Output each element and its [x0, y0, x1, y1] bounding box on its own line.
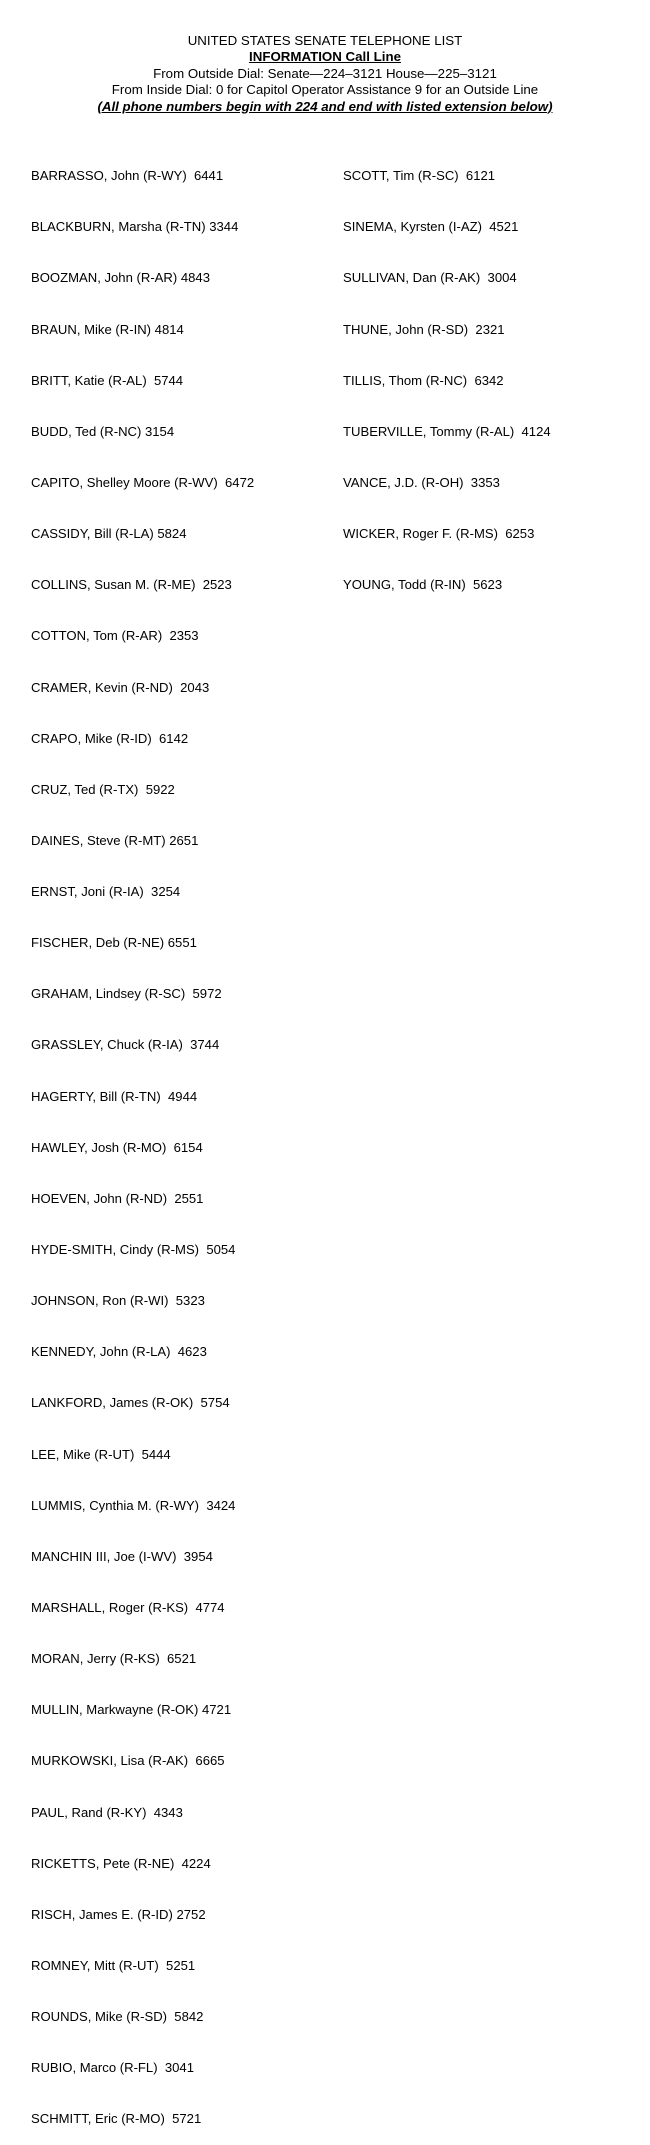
- senator-entry: GRAHAM, Lindsey (R-SC) 5972: [31, 986, 222, 1002]
- senator-entry: TILLIS, Thom (R-NC) 6342: [343, 372, 504, 388]
- senator-entry: LEE, Mike (R-UT) 5444: [31, 1446, 171, 1462]
- senator-entry: BUDD, Ted (R-NC) 3154: [31, 423, 175, 439]
- page-header: [0, 33, 650, 115]
- senator-entry: DAINES, Steve (R-MT) 2651: [31, 832, 199, 848]
- senator-entry: JOHNSON, Ron (R-WI) 5323: [31, 1293, 205, 1309]
- senator-entry: CRAPO, Mike (R-ID) 6142: [31, 730, 189, 746]
- senator-entry: ROUNDS, Mike (R-SD) 5842: [31, 2009, 204, 2025]
- senator-entry: BLACKBURN, Marsha (R-TN) 3344: [31, 219, 239, 235]
- senator-entry: YOUNG, Todd (R-IN) 5623: [343, 577, 503, 593]
- senator-entry: KENNEDY, John (R-LA) 4623: [31, 1344, 207, 1360]
- senator-list-left-column: [31, 133, 254, 2145]
- senator-entry: GRASSLEY, Chuck (R-IA) 3744: [31, 1037, 220, 1053]
- senator-entry: THUNE, John (R-SD) 2321: [343, 321, 505, 337]
- senator-entry: HOEVEN, John (R-ND) 2551: [31, 1190, 204, 1206]
- senator-entry: BRAUN, Mike (R-IN) 4814: [31, 321, 184, 337]
- senator-entry: RUBIO, Marco (R-FL) 3041: [31, 2060, 194, 2076]
- senator-entry: MURKOWSKI, Lisa (R-AK) 6665: [31, 1753, 225, 1769]
- senator-entry: BARRASSO, John (R-WY) 6441: [31, 168, 224, 184]
- phone-number-note: (All phone numbers begin with 224 and end with listed extension below): [97, 98, 553, 114]
- senator-entry: HYDE-SMITH, Cindy (R-MS) 5054: [31, 1242, 236, 1258]
- senator-entry: MULLIN, Markwayne (R-OK) 4721: [31, 1702, 232, 1718]
- senator-entry: CRUZ, Ted (R-TX) 5922: [31, 781, 175, 797]
- senator-entry: WICKER, Roger F. (R-MS) 6253: [343, 526, 535, 542]
- senator-entry: HAGERTY, Bill (R-TN) 4944: [31, 1088, 198, 1104]
- senator-entry: PAUL, Rand (R-KY) 4343: [31, 1804, 183, 1820]
- senator-entry: BOOZMAN, John (R-AR) 4843: [31, 270, 210, 286]
- senator-entry: TUBERVILLE, Tommy (R-AL) 4124: [343, 423, 551, 439]
- senator-entry: MANCHIN III, Joe (I-WV) 3954: [31, 1548, 213, 1564]
- senator-entry: ERNST, Joni (R-IA) 3254: [31, 884, 181, 900]
- senator-list-right-column: [343, 133, 551, 610]
- senator-entry: VANCE, J.D. (R-OH) 3353: [343, 474, 500, 490]
- senator-entry: SULLIVAN, Dan (R-AK) 3004: [343, 270, 517, 286]
- senator-entry: HAWLEY, Josh (R-MO) 6154: [31, 1139, 203, 1155]
- senator-entry: MARSHALL, Roger (R-KS) 4774: [31, 1600, 225, 1616]
- senator-entry: SCOTT, Tim (R-SC) 6121: [343, 168, 496, 184]
- senator-entry: SINEMA, Kyrsten (I-AZ) 4521: [343, 219, 519, 235]
- senator-entry: COTTON, Tom (R-AR) 2353: [31, 628, 199, 644]
- senator-entry: CAPITO, Shelley Moore (R-WV) 6472: [31, 474, 255, 490]
- senator-entry: CRAMER, Kevin (R-ND) 2043: [31, 679, 210, 695]
- senator-entry: MORAN, Jerry (R-KS) 6521: [31, 1651, 197, 1667]
- senator-entry: LANKFORD, James (R-OK) 5754: [31, 1395, 230, 1411]
- senator-entry: FISCHER, Deb (R-NE) 6551: [31, 935, 197, 951]
- senator-entry: SCHMITT, Eric (R-MO) 5721: [31, 2111, 202, 2127]
- inside-dial-instructions: From Inside Dial: 0 for Capitol Operator Assistance 9 for an Outside Line: [111, 82, 539, 98]
- senator-entry: COLLINS, Susan M. (R-ME) 2523: [31, 577, 232, 593]
- outside-dial-instructions: From Outside Dial: Senate—224–3121 House—225–3121: [153, 65, 497, 81]
- senator-entry: ROMNEY, Mitt (R-UT) 5251: [31, 1958, 196, 1974]
- page-title: UNITED STATES SENATE TELEPHONE LIST: [187, 33, 463, 48]
- senator-entry: RICKETTS, Pete (R-NE) 4224: [31, 1855, 211, 1871]
- senator-entry: CASSIDY, Bill (R-LA) 5824: [31, 526, 187, 542]
- senator-entry: LUMMIS, Cynthia M. (R-WY) 3424: [31, 1497, 236, 1513]
- information-call-line-heading: INFORMATION Call Line: [249, 49, 401, 65]
- senator-entry: BRITT, Katie (R-AL) 5744: [31, 372, 184, 388]
- senator-entry: RISCH, James E. (R-ID) 2752: [31, 1906, 206, 1922]
